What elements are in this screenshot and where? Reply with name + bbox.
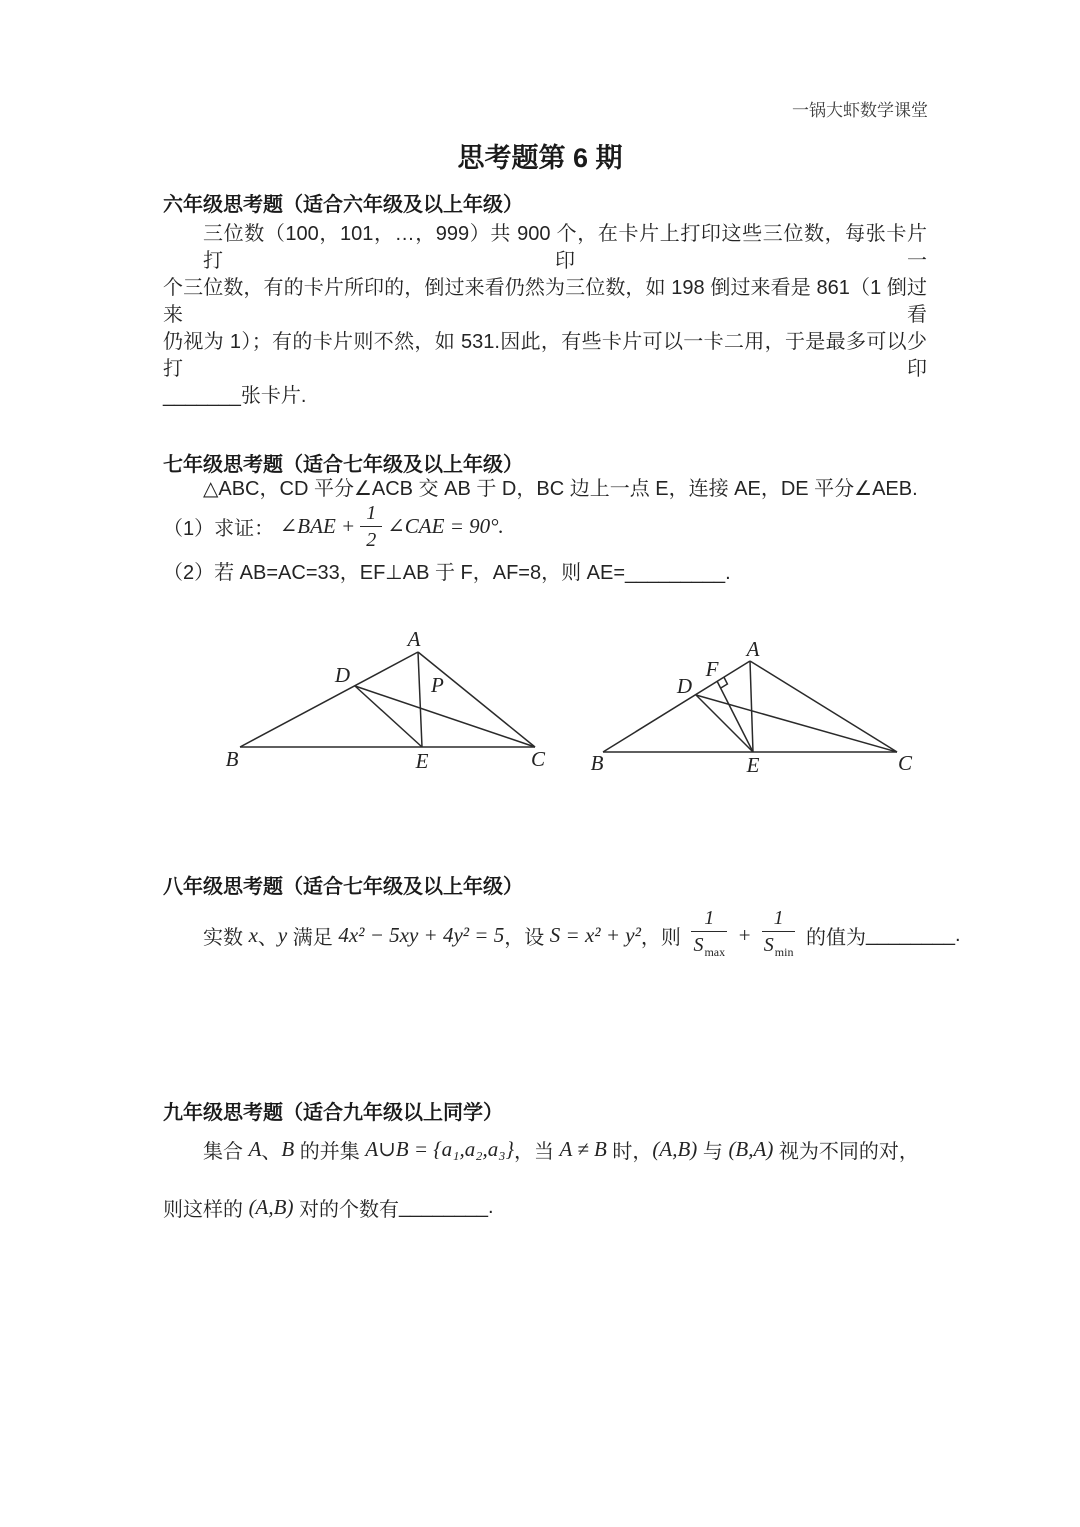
sec9-text-5: 时， (606, 1140, 653, 1163)
sec7-heading: 七年级思考题（适合七年级及以上年级） (163, 454, 523, 476)
sec9-math-A: A (248, 1136, 262, 1161)
den-sub-max: max (704, 945, 726, 959)
triangle-figure-1 (190, 630, 560, 795)
sec9-line-2 (163, 1192, 494, 1222)
sec7-part2-answer-blank: （2）若 AB=AC=33，EF⊥AB 于 F，AF=8，则 AE=_________. (163, 562, 731, 584)
sec9-line2-text-1: 则这样的 (163, 1198, 249, 1221)
sec8-text-3: 满足 (287, 926, 339, 949)
sec6-line-4-answer-blank: _______张卡片. (163, 385, 307, 407)
den-S: S (763, 934, 774, 956)
sec8-math-y: y (277, 922, 288, 947)
one-half-fraction (360, 501, 382, 552)
fraction-denominator (762, 932, 796, 964)
brand-header: 一锅大虾数学课堂 (792, 101, 928, 120)
sec8-text-2: 、 (257, 926, 278, 949)
den-S: S (693, 934, 704, 956)
sec8-text-4: ，设 (504, 926, 550, 949)
sec7-part1 (163, 498, 504, 554)
fig2-segment-FE (717, 681, 753, 752)
triangle-figure-2-svg (575, 630, 925, 790)
triangle-figure-1-svg (190, 630, 560, 790)
fraction-numerator: 1 (360, 501, 382, 527)
sec9-answer-blank: ________ (399, 1195, 489, 1218)
fig2-point-label-E: E (746, 753, 760, 777)
sec6-line-1: 三位数（100，101，…，999）共 900 个，在卡片上打印这些三位数，每张卡片打印一 (203, 223, 927, 272)
fraction-denominator: 2 (366, 528, 377, 551)
fig1-point-label-P: P (431, 673, 444, 697)
sec8-text-1: 实数 (203, 926, 249, 949)
sec9-period: . (488, 1195, 494, 1218)
fig1-vertex-label-B: B (225, 747, 239, 771)
sec7-setup: △ABC，CD 平分∠ACB 交 AB 于 D，BC 边上一点 E，连接 AE，DE 平分∠AEB. (203, 478, 918, 500)
fig2-vertex-label-B: B (590, 751, 604, 775)
sec8-plus-sign: + (732, 922, 757, 947)
triangle-figure-2 (575, 630, 925, 795)
sec9-text-3: 的并集 (294, 1140, 366, 1163)
fig2-cevian-DC (696, 695, 897, 752)
fig1-side-BA (240, 652, 418, 747)
sec8-text-6: 的值为 (800, 926, 867, 949)
sec6-line-3: 仍视为 1）；有的卡片则不然，如 531.因此，有些卡片可以一卡二用，于是最多可以少打印 (163, 331, 927, 380)
fraction-one-over-Smin (762, 906, 796, 964)
sec9-text-1: 集合 (203, 1140, 249, 1163)
fig1-side-AC (418, 652, 535, 747)
sec6-heading: 六年级思考题（适合六年级及以上年级） (163, 194, 523, 216)
den-sub-min: min (774, 945, 794, 959)
fig1-point-label-E: E (415, 749, 429, 773)
fig1-vertex-label-C: C (530, 747, 546, 771)
sec9-text-7: 视为不同的对， (773, 1140, 919, 1163)
sec9-line2-text-2: 对的个数有 (293, 1198, 400, 1221)
fig1-cevian-DC (355, 686, 535, 747)
fig2-vertex-label-C: C (897, 751, 913, 775)
sec7-part1-math-post: ∠CAE = 90°. (387, 513, 504, 538)
fraction-numerator: 1 (691, 906, 727, 932)
sec6-paragraph (163, 221, 927, 410)
fig2-vertex-label-A: A (746, 637, 760, 661)
sec8-heading: 八年级思考题（适合七年级及以上年级） (163, 876, 523, 898)
sec9-text-4: ，当 (513, 1140, 560, 1163)
sec8-answer-blank: ________ (866, 923, 955, 946)
sec9-heading: 九年级思考题（适合九年级以上同学） (163, 1102, 503, 1124)
fig1-cevian-AE (418, 652, 422, 747)
fig2-point-label-D: D (676, 674, 692, 698)
sec8-math-S-def: S = x² + y² (549, 922, 641, 947)
fig1-point-label-D: D (334, 663, 350, 687)
sec9-line-1 (163, 1132, 919, 1166)
sec8-problem (163, 902, 961, 968)
sec8-period: . (955, 923, 961, 946)
sec9-math-B: B (281, 1136, 295, 1161)
sec6-line-2: 个三位数，有的卡片所印的，倒过来看仍然为三位数，如 198 倒过来看是 861（1 倒过来看 (163, 277, 927, 326)
sec9-line2-math-pair-AB: (A,B) (248, 1194, 294, 1219)
page-title: 思考题第 6 期 (457, 143, 623, 173)
sec9-text-2: 、 (261, 1140, 282, 1163)
sec7-part1-label: （1）求证： (163, 517, 280, 540)
sec9-math-A-neq-B: A ≠ B (559, 1136, 607, 1161)
fig1-segment-DE (355, 686, 422, 747)
fig2-cevian-AE (750, 661, 753, 752)
sec9-math-pair-BA: (B,A) (728, 1136, 774, 1161)
fig2-point-label-F: F (705, 657, 719, 681)
fig1-vertex-label-A: A (407, 630, 421, 651)
sec9-math-union-set: A∪B = {a₁,a₂,a₃} (365, 1136, 514, 1161)
sec8-math-equation: 4x² − 5xy + 4y² = 5 (338, 922, 505, 947)
sec7-part1-math-pre: ∠BAE + (279, 513, 356, 538)
sec8-math-x: x (248, 922, 258, 947)
sec9-math-pair-AB: (A,B) (652, 1136, 698, 1161)
fraction-numerator: 1 (762, 906, 796, 932)
fraction-denominator (691, 932, 727, 964)
fig2-side-AC (750, 661, 897, 752)
fraction-one-over-Smax (691, 906, 727, 964)
sec8-text-5: ，则 (640, 926, 687, 949)
sec9-text-6: 与 (697, 1140, 729, 1163)
